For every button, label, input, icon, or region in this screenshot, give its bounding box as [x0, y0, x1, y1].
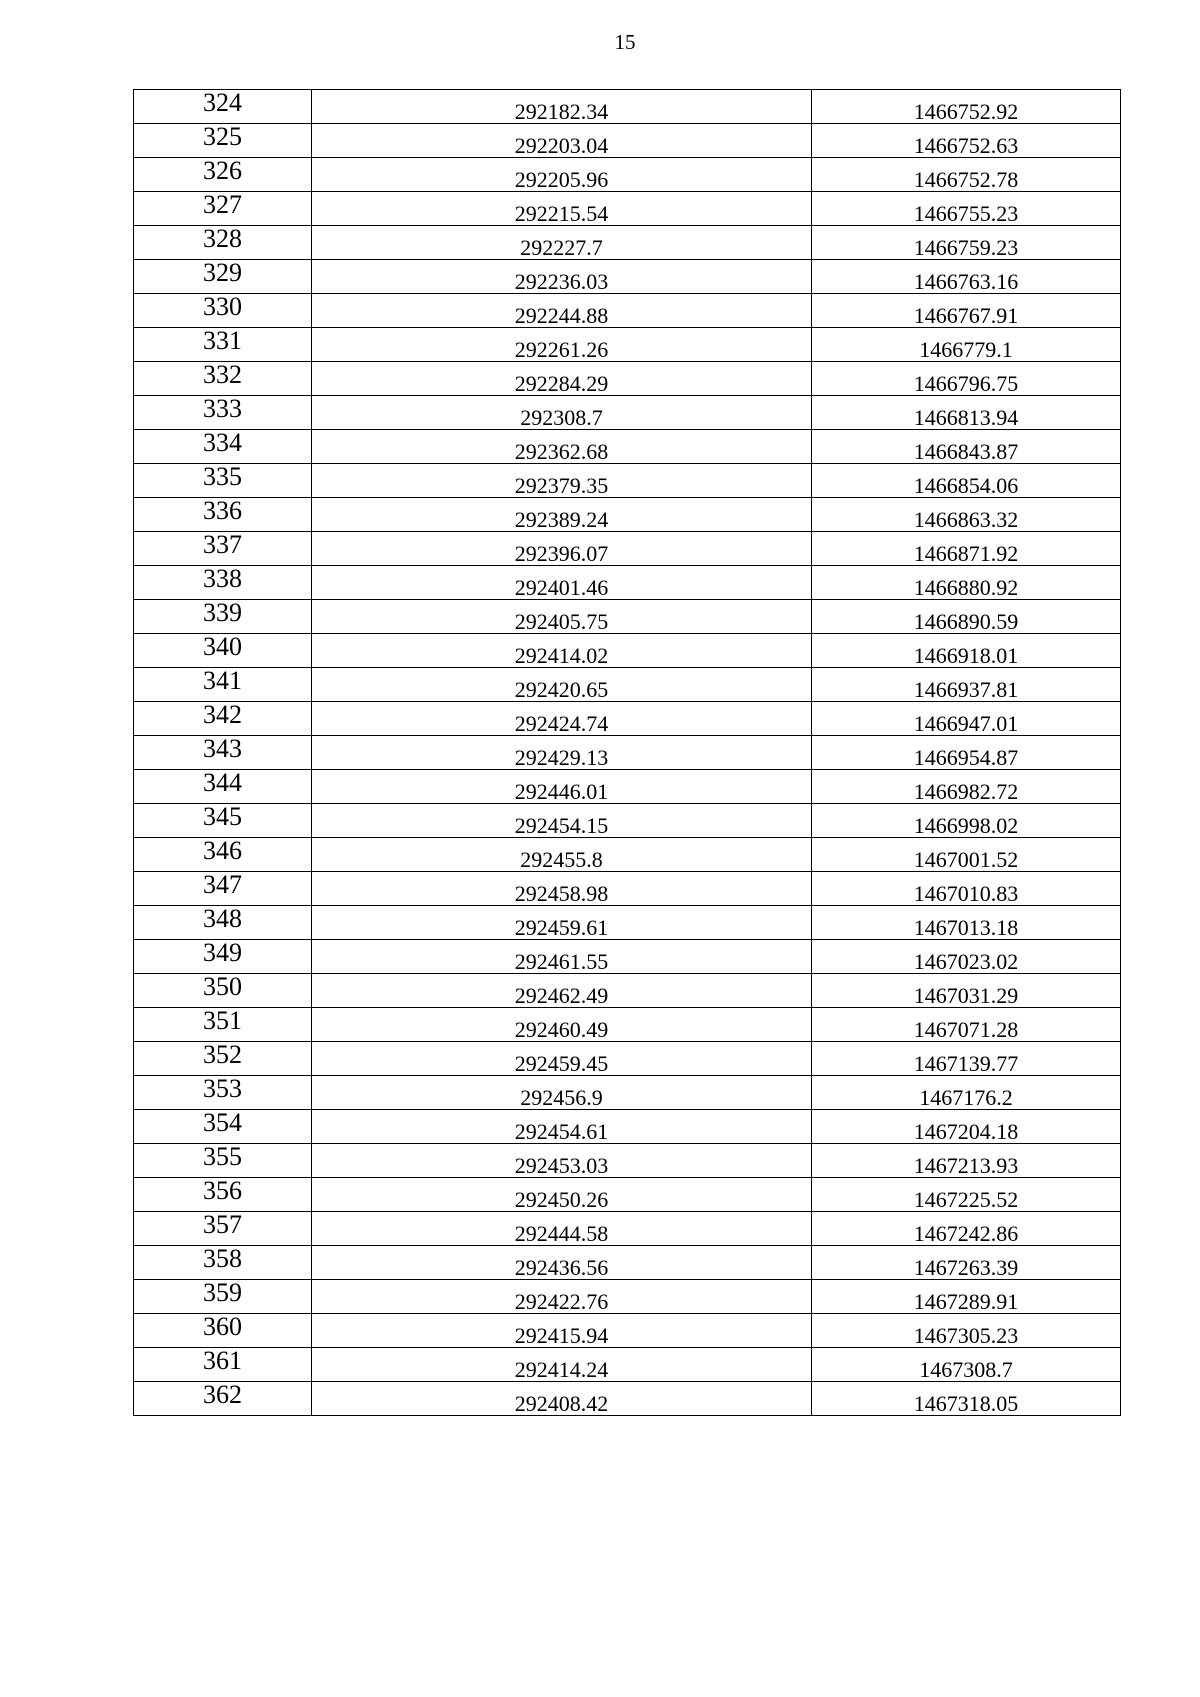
table-row: [134, 192, 1121, 226]
table-row: [134, 362, 1121, 396]
table-row: [134, 90, 1121, 124]
point-number-cell: 340: [134, 634, 312, 668]
x-coordinate-cell: 292215.54: [312, 192, 812, 226]
x-coordinate-cell: 292396.07: [312, 532, 812, 566]
table-row: [134, 124, 1121, 158]
y-coordinate-cell: 1466752.63: [812, 124, 1121, 158]
x-coordinate-cell: 292182.34: [312, 90, 812, 124]
y-coordinate-cell: 1466863.32: [812, 498, 1121, 532]
table-row: [134, 872, 1121, 906]
y-coordinate-cell: 1467010.83: [812, 872, 1121, 906]
x-coordinate-cell: 292444.58: [312, 1212, 812, 1246]
x-coordinate-cell: 292405.75: [312, 600, 812, 634]
y-coordinate-cell: 1466890.59: [812, 600, 1121, 634]
y-coordinate-cell: 1467013.18: [812, 906, 1121, 940]
point-number-cell: 327: [134, 192, 312, 226]
point-number-cell: 352: [134, 1042, 312, 1076]
point-number-cell: 343: [134, 736, 312, 770]
y-coordinate-cell: 1467023.02: [812, 940, 1121, 974]
table-row: [134, 600, 1121, 634]
point-number-cell: 336: [134, 498, 312, 532]
y-coordinate-cell: 1467318.05: [812, 1382, 1121, 1416]
x-coordinate-cell: 292454.61: [312, 1110, 812, 1144]
table-row: [134, 260, 1121, 294]
y-coordinate-cell: 1467242.86: [812, 1212, 1121, 1246]
x-coordinate-cell: 292414.24: [312, 1348, 812, 1382]
x-coordinate-cell: 292203.04: [312, 124, 812, 158]
table-row: [134, 736, 1121, 770]
point-number-cell: 342: [134, 702, 312, 736]
x-coordinate-cell: 292236.03: [312, 260, 812, 294]
x-coordinate-cell: 292379.35: [312, 464, 812, 498]
table-row: [134, 498, 1121, 532]
table-row: [134, 566, 1121, 600]
y-coordinate-cell: 1467139.77: [812, 1042, 1121, 1076]
y-coordinate-cell: 1467213.93: [812, 1144, 1121, 1178]
table-row: [134, 838, 1121, 872]
point-number-cell: 353: [134, 1076, 312, 1110]
point-number-cell: 329: [134, 260, 312, 294]
y-coordinate-cell: 1466937.81: [812, 668, 1121, 702]
x-coordinate-cell: 292455.8: [312, 838, 812, 872]
point-number-cell: 325: [134, 124, 312, 158]
x-coordinate-cell: 292424.74: [312, 702, 812, 736]
y-coordinate-cell: 1467308.7: [812, 1348, 1121, 1382]
y-coordinate-cell: 1466779.1: [812, 328, 1121, 362]
x-coordinate-cell: 292422.76: [312, 1280, 812, 1314]
table-row: [134, 1076, 1121, 1110]
table-row: [134, 464, 1121, 498]
point-number-cell: 357: [134, 1212, 312, 1246]
x-coordinate-cell: 292436.56: [312, 1246, 812, 1280]
y-coordinate-cell: 1466752.78: [812, 158, 1121, 192]
x-coordinate-cell: 292415.94: [312, 1314, 812, 1348]
point-number-cell: 344: [134, 770, 312, 804]
y-coordinate-cell: 1467263.39: [812, 1246, 1121, 1280]
point-number-cell: 351: [134, 1008, 312, 1042]
y-coordinate-cell: 1466918.01: [812, 634, 1121, 668]
table-row: [134, 532, 1121, 566]
point-number-cell: 338: [134, 566, 312, 600]
y-coordinate-cell: 1466871.92: [812, 532, 1121, 566]
y-coordinate-cell: 1466763.16: [812, 260, 1121, 294]
y-coordinate-cell: 1467031.29: [812, 974, 1121, 1008]
y-coordinate-cell: 1466998.02: [812, 804, 1121, 838]
point-number-cell: 324: [134, 90, 312, 124]
y-coordinate-cell: 1466759.23: [812, 226, 1121, 260]
x-coordinate-cell: 292308.7: [312, 396, 812, 430]
x-coordinate-cell: 292458.98: [312, 872, 812, 906]
y-coordinate-cell: 1467225.52: [812, 1178, 1121, 1212]
point-number-cell: 333: [134, 396, 312, 430]
point-number-cell: 326: [134, 158, 312, 192]
x-coordinate-cell: 292420.65: [312, 668, 812, 702]
point-number-cell: 348: [134, 906, 312, 940]
table-row: [134, 1110, 1121, 1144]
point-number-cell: 341: [134, 668, 312, 702]
point-number-cell: 362: [134, 1382, 312, 1416]
point-number-cell: 328: [134, 226, 312, 260]
point-number-cell: 355: [134, 1144, 312, 1178]
table-row: [134, 158, 1121, 192]
table-row: [134, 668, 1121, 702]
y-coordinate-cell: 1467305.23: [812, 1314, 1121, 1348]
point-number-cell: 346: [134, 838, 312, 872]
x-coordinate-cell: 292227.7: [312, 226, 812, 260]
point-number-cell: 358: [134, 1246, 312, 1280]
point-number-cell: 345: [134, 804, 312, 838]
point-number-cell: 361: [134, 1348, 312, 1382]
point-number-cell: 334: [134, 430, 312, 464]
table-row: [134, 770, 1121, 804]
point-number-cell: 360: [134, 1314, 312, 1348]
y-coordinate-cell: 1467176.2: [812, 1076, 1121, 1110]
table-row: [134, 294, 1121, 328]
x-coordinate-cell: 292462.49: [312, 974, 812, 1008]
table-row: [134, 1008, 1121, 1042]
x-coordinate-cell: 292461.55: [312, 940, 812, 974]
coordinates-table: [133, 89, 1121, 1416]
x-coordinate-cell: 292284.29: [312, 362, 812, 396]
table-row: [134, 906, 1121, 940]
point-number-cell: 356: [134, 1178, 312, 1212]
table-row: [134, 940, 1121, 974]
table-row: [134, 1246, 1121, 1280]
x-coordinate-cell: 292408.42: [312, 1382, 812, 1416]
table-row: [134, 226, 1121, 260]
point-number-cell: 359: [134, 1280, 312, 1314]
x-coordinate-cell: 292459.61: [312, 906, 812, 940]
point-number-cell: 330: [134, 294, 312, 328]
y-coordinate-cell: 1466755.23: [812, 192, 1121, 226]
y-coordinate-cell: 1467071.28: [812, 1008, 1121, 1042]
x-coordinate-cell: 292401.46: [312, 566, 812, 600]
y-coordinate-cell: 1466752.92: [812, 90, 1121, 124]
table-row: [134, 634, 1121, 668]
table-row: [134, 1280, 1121, 1314]
table-row: [134, 1144, 1121, 1178]
table-row: [134, 1042, 1121, 1076]
y-coordinate-cell: 1467289.91: [812, 1280, 1121, 1314]
point-number-cell: 349: [134, 940, 312, 974]
x-coordinate-cell: 292205.96: [312, 158, 812, 192]
point-number-cell: 339: [134, 600, 312, 634]
table-row: [134, 1348, 1121, 1382]
table-row: [134, 804, 1121, 838]
y-coordinate-cell: 1466854.06: [812, 464, 1121, 498]
y-coordinate-cell: 1466767.91: [812, 294, 1121, 328]
table-row: [134, 396, 1121, 430]
table-row: [134, 974, 1121, 1008]
table-row: [134, 1314, 1121, 1348]
x-coordinate-cell: 292456.9: [312, 1076, 812, 1110]
y-coordinate-cell: 1466843.87: [812, 430, 1121, 464]
y-coordinate-cell: 1466813.94: [812, 396, 1121, 430]
point-number-cell: 335: [134, 464, 312, 498]
x-coordinate-cell: 292244.88: [312, 294, 812, 328]
point-number-cell: 347: [134, 872, 312, 906]
x-coordinate-cell: 292389.24: [312, 498, 812, 532]
y-coordinate-cell: 1466796.75: [812, 362, 1121, 396]
table-row: [134, 1382, 1121, 1416]
coordinates-table-body: [134, 90, 1121, 1416]
x-coordinate-cell: 292446.01: [312, 770, 812, 804]
point-number-cell: 332: [134, 362, 312, 396]
x-coordinate-cell: 292362.68: [312, 430, 812, 464]
point-number-cell: 354: [134, 1110, 312, 1144]
x-coordinate-cell: 292459.45: [312, 1042, 812, 1076]
table-row: [134, 1212, 1121, 1246]
x-coordinate-cell: 292460.49: [312, 1008, 812, 1042]
y-coordinate-cell: 1467001.52: [812, 838, 1121, 872]
page-number: 15: [614, 30, 636, 54]
y-coordinate-cell: 1466947.01: [812, 702, 1121, 736]
table-row: [134, 1178, 1121, 1212]
point-number-cell: 337: [134, 532, 312, 566]
x-coordinate-cell: 292414.02: [312, 634, 812, 668]
y-coordinate-cell: 1466954.87: [812, 736, 1121, 770]
point-number-cell: 350: [134, 974, 312, 1008]
x-coordinate-cell: 292453.03: [312, 1144, 812, 1178]
y-coordinate-cell: 1466880.92: [812, 566, 1121, 600]
x-coordinate-cell: 292450.26: [312, 1178, 812, 1212]
table-row: [134, 430, 1121, 464]
x-coordinate-cell: 292261.26: [312, 328, 812, 362]
x-coordinate-cell: 292454.15: [312, 804, 812, 838]
y-coordinate-cell: 1467204.18: [812, 1110, 1121, 1144]
table-row: [134, 702, 1121, 736]
y-coordinate-cell: 1466982.72: [812, 770, 1121, 804]
table-row: [134, 328, 1121, 362]
x-coordinate-cell: 292429.13: [312, 736, 812, 770]
point-number-cell: 331: [134, 328, 312, 362]
